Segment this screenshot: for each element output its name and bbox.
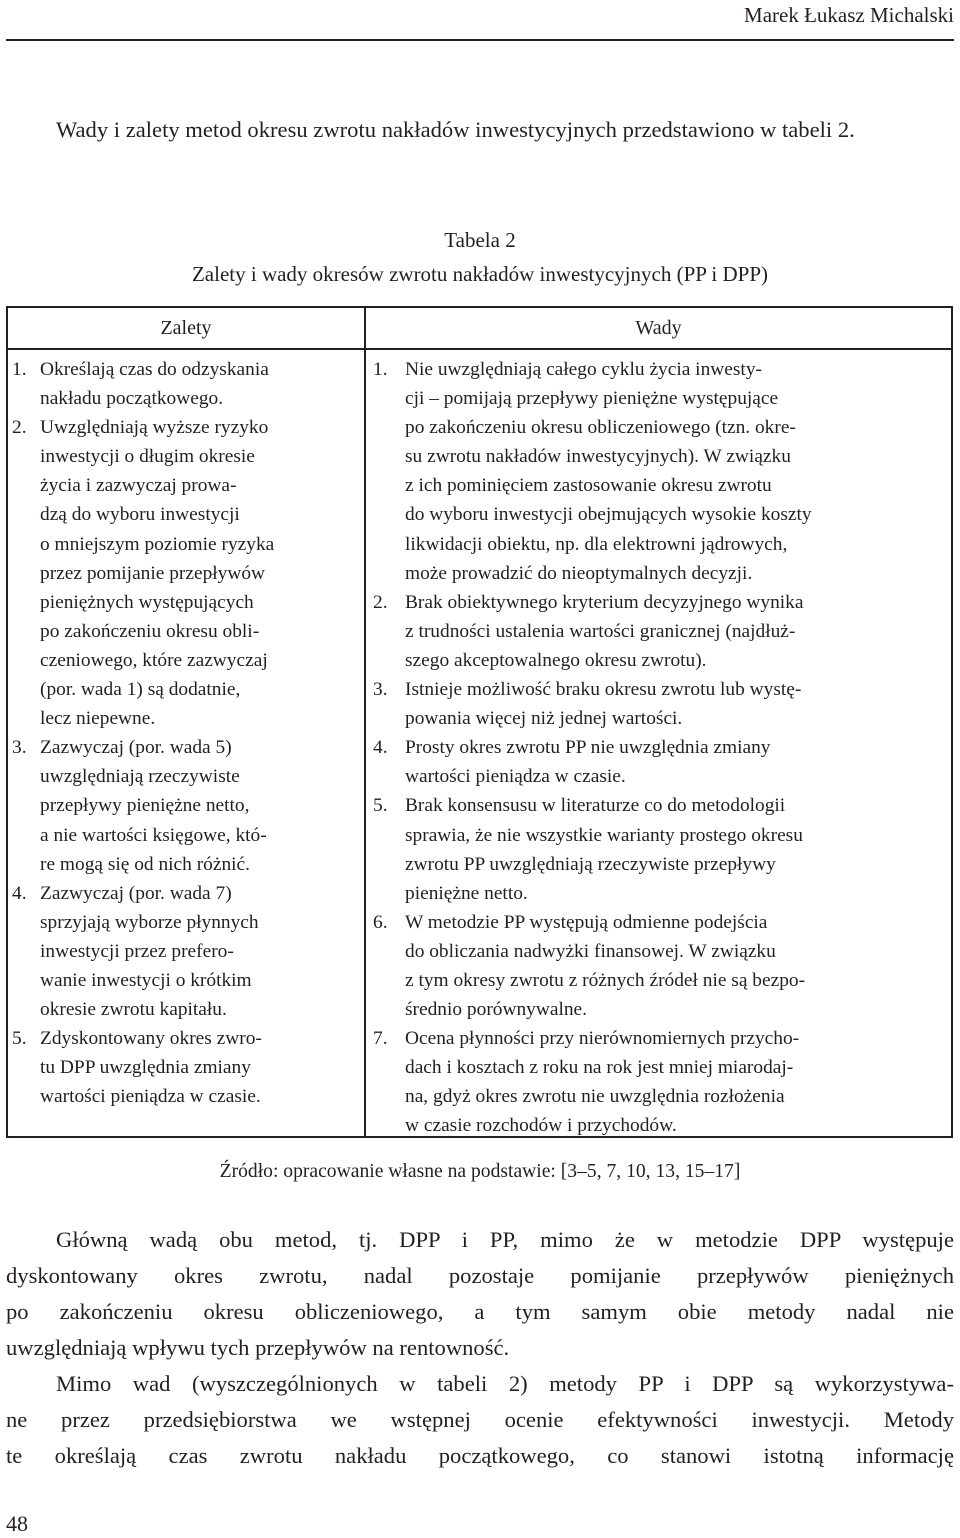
item-number: 4. bbox=[12, 882, 27, 904]
running-head: Marek Łukasz Michalski bbox=[744, 3, 954, 27]
item-text: wartości pieniądza w czasie. bbox=[40, 1086, 261, 1108]
item-line bbox=[8, 850, 364, 879]
wady-item bbox=[368, 355, 951, 588]
item-line bbox=[8, 762, 364, 791]
item-text: czeniowego, które zazwyczaj bbox=[40, 649, 268, 671]
item-text: inwestycji o długim okresie bbox=[40, 446, 255, 468]
header-rule bbox=[6, 39, 954, 41]
paragraph-1 bbox=[6, 1222, 954, 1366]
item-line bbox=[368, 588, 951, 617]
item-line bbox=[368, 500, 951, 529]
item-line bbox=[368, 791, 951, 820]
zalety-list bbox=[8, 355, 364, 1111]
item-text: Zazwyczaj (por. wada 5) bbox=[40, 737, 232, 759]
item-line bbox=[8, 1024, 364, 1053]
item-text: z trudności ustalenia wartości granicznej (najdłuż- bbox=[405, 620, 796, 642]
item-text: cji – pomijają przepływy pieniężne występujące bbox=[405, 388, 779, 410]
item-number: 2. bbox=[373, 591, 388, 613]
item-line bbox=[368, 1024, 951, 1053]
item-line bbox=[368, 646, 951, 675]
item-text: Nie uwzględniają całego cyklu życia inwesty- bbox=[405, 359, 762, 380]
item-text: z ich pominięciem zastosowanie okresu zwrotu bbox=[405, 475, 772, 497]
item-text: szego akceptowalnego okresu zwrotu). bbox=[405, 649, 707, 671]
item-number: 3. bbox=[373, 679, 388, 701]
item-text: Ocena płynności przy nierównomiernych przycho- bbox=[405, 1028, 800, 1050]
item-text: w czasie rozchodów i przychodów. bbox=[405, 1115, 677, 1137]
item-line bbox=[368, 995, 951, 1024]
item-line bbox=[8, 588, 364, 617]
item-line bbox=[368, 471, 951, 500]
item-line bbox=[8, 413, 364, 442]
item-line bbox=[368, 821, 951, 850]
table-title: Zalety i wady okresów zwrotu nakładów inwestycyjnych (PP i DPP) bbox=[191, 262, 769, 286]
item-text: likwidacji obiektu, np. dla elektrowni jądrowych, bbox=[405, 533, 788, 555]
item-text: okresie zwrotu kapitału. bbox=[40, 999, 227, 1021]
item-line bbox=[368, 908, 951, 937]
wady-item bbox=[368, 1024, 951, 1140]
paragraph-line: Główną wadą obu metod, tj. DPP i PP, mimo że w metodzie DPP występuje bbox=[56, 1227, 954, 1252]
item-line bbox=[8, 471, 364, 500]
zalety-item bbox=[8, 733, 364, 878]
item-text: tu DPP uwzględnia zmiany bbox=[40, 1057, 251, 1079]
item-text: pieniężnych występujących bbox=[40, 591, 254, 613]
item-line bbox=[8, 791, 364, 820]
item-number: 7. bbox=[373, 1028, 388, 1050]
item-line bbox=[8, 355, 364, 384]
paragraph-line: te określają czas zwrotu nakładu początkowego, co stanowi istotną informację bbox=[6, 1443, 954, 1468]
paragraph-line: uwzględniają wpływu tych przepływów na rentowność. bbox=[6, 1335, 510, 1360]
item-text: dach i kosztach z roku na rok jest mniej miarodaj- bbox=[405, 1057, 794, 1079]
item-text: Brak konsensusu w literaturze co do metodologii bbox=[405, 795, 786, 817]
item-text: pieniężne netto. bbox=[405, 882, 528, 904]
item-line bbox=[8, 995, 364, 1024]
paragraph-line: Mimo wad (wyszczególnionych w tabeli 2) metody PP i DPP są wykorzystywa- bbox=[56, 1371, 954, 1396]
item-line bbox=[8, 1053, 364, 1082]
item-line bbox=[8, 559, 364, 588]
item-line bbox=[8, 879, 364, 908]
zalety-item bbox=[8, 879, 364, 1024]
item-number: 5. bbox=[12, 1028, 27, 1050]
item-number: 6. bbox=[373, 911, 388, 933]
item-line bbox=[368, 530, 951, 559]
body-text bbox=[6, 1222, 954, 1474]
item-line bbox=[368, 966, 951, 995]
item-text: Określają czas do odzyskania bbox=[40, 359, 269, 380]
item-number: 5. bbox=[373, 795, 388, 817]
paragraph-line: po zakończeniu okresu obliczeniowego, a tym samym obie metody nadal nie bbox=[6, 1299, 954, 1324]
item-text: (por. wada 1) są dodatnie, bbox=[40, 679, 241, 701]
item-line bbox=[8, 704, 364, 733]
item-number: 1. bbox=[373, 359, 388, 380]
item-line bbox=[8, 500, 364, 529]
page-number: 48 bbox=[6, 1511, 28, 1536]
comparison-table bbox=[6, 306, 953, 1138]
item-line bbox=[368, 1082, 951, 1111]
item-number: 1. bbox=[12, 359, 27, 380]
wady-item bbox=[368, 733, 951, 791]
item-text: nakładu początkowego. bbox=[40, 388, 224, 410]
item-text: powania więcej niż jednej wartości. bbox=[405, 708, 683, 730]
item-text: uwzględniają rzeczywiste bbox=[40, 766, 240, 788]
table-number: Tabela 2 bbox=[444, 228, 516, 252]
paragraph-2 bbox=[6, 1366, 954, 1474]
header-row-rule bbox=[8, 348, 951, 350]
item-text: Zdyskontowany okres zwro- bbox=[40, 1028, 262, 1050]
item-text: lecz niepewne. bbox=[40, 708, 156, 730]
item-number: 3. bbox=[12, 737, 27, 759]
zalety-item bbox=[8, 1024, 364, 1111]
item-line bbox=[8, 675, 364, 704]
item-text: W metodzie PP występują odmienne podejścia bbox=[405, 911, 768, 933]
item-text: inwestycji przez prefero- bbox=[40, 940, 234, 962]
column-header-wady: Wady bbox=[635, 317, 682, 339]
column-divider bbox=[364, 308, 366, 1136]
item-text: zwrotu PP uwzględniają rzeczywiste przepływy bbox=[405, 853, 776, 875]
paragraph-line: ne przez przedsiębiorstwa we wstępnej ocenie efektywności inwestycji. Metody bbox=[6, 1407, 954, 1432]
item-text: średnio porównywalne. bbox=[405, 999, 588, 1021]
item-text: re mogą się od nich różnić. bbox=[40, 853, 250, 875]
zalety-item bbox=[8, 413, 364, 733]
item-text: życia i zazwyczaj prowa- bbox=[40, 475, 237, 497]
wady-item bbox=[368, 588, 951, 675]
item-text: o mniejszym poziomie ryzyka bbox=[40, 533, 275, 555]
wady-item bbox=[368, 791, 951, 907]
wady-item bbox=[368, 908, 951, 1024]
paragraph-line: dyskontowany okres zwrotu, nadal pozostaje pomijanie przepływów pieniężnych bbox=[6, 1263, 954, 1288]
item-number: 4. bbox=[373, 737, 388, 759]
item-line bbox=[8, 1082, 364, 1111]
item-line bbox=[368, 762, 951, 791]
item-line bbox=[368, 559, 951, 588]
zalety-item bbox=[8, 355, 364, 413]
item-line bbox=[368, 675, 951, 704]
item-line bbox=[368, 617, 951, 646]
item-text: wartości pieniądza w czasie. bbox=[405, 766, 626, 788]
item-text: wanie inwestycji o krótkim bbox=[40, 969, 252, 991]
wady-item bbox=[368, 675, 951, 733]
item-line bbox=[8, 442, 364, 471]
item-line bbox=[8, 530, 364, 559]
item-line bbox=[8, 821, 364, 850]
item-text: dzą do wyboru inwestycji bbox=[40, 504, 240, 526]
item-text: przez pomijanie przepływów bbox=[40, 562, 266, 584]
item-line bbox=[8, 966, 364, 995]
item-text: sprawia, że nie wszystkie warianty prostego okresu bbox=[405, 824, 803, 846]
item-text: po zakończeniu okresu obli- bbox=[40, 620, 260, 642]
intro-paragraph: Wady i zalety metod okresu zwrotu nakładów inwestycyjnych przedstawiono w tabeli 2. bbox=[56, 117, 855, 142]
item-line bbox=[8, 617, 364, 646]
item-number: 2. bbox=[12, 417, 27, 439]
item-text: na, gdyż okres zwrotu nie uwzględnia rozłożenia bbox=[405, 1086, 785, 1108]
item-line bbox=[368, 733, 951, 762]
item-line bbox=[8, 733, 364, 762]
item-text: może prowadzić do nieoptymalnych decyzji. bbox=[405, 562, 753, 584]
item-text: z tym okresy zwrotu z różnych źródeł nie są bezpo- bbox=[405, 969, 806, 991]
item-line bbox=[8, 937, 364, 966]
item-line bbox=[368, 413, 951, 442]
item-line bbox=[368, 1053, 951, 1082]
item-line bbox=[368, 384, 951, 413]
item-text: Uwzględniają wyższe ryzyko bbox=[40, 417, 269, 439]
item-line bbox=[368, 355, 951, 384]
item-line bbox=[368, 1111, 951, 1140]
item-line bbox=[368, 850, 951, 879]
item-line bbox=[8, 646, 364, 675]
item-line bbox=[368, 937, 951, 966]
item-text: przepływy pieniężne netto, bbox=[40, 795, 250, 817]
item-line bbox=[8, 384, 364, 413]
item-text: Brak obiektywnego kryterium decyzyjnego wynika bbox=[405, 591, 804, 613]
item-text: su zwrotu nakładów inwestycyjnych). W związku bbox=[405, 446, 791, 468]
item-text: po zakończeniu okresu obliczeniowego (tzn. okre- bbox=[405, 417, 796, 439]
item-text: Istnieje możliwość braku okresu zwrotu lub wystę- bbox=[405, 679, 802, 701]
item-line bbox=[8, 908, 364, 937]
item-text: a nie wartości księgowe, któ- bbox=[40, 824, 267, 846]
item-line bbox=[368, 879, 951, 908]
table-source-note: Źródło: opracowanie własne na podstawie: [3–5, 7, 10, 13, 15–17] bbox=[219, 1161, 741, 1182]
column-header-zalety: Zalety bbox=[160, 317, 212, 339]
item-line bbox=[368, 442, 951, 471]
item-text: Zazwyczaj (por. wada 7) bbox=[40, 882, 232, 904]
item-text: sprzyjają wyborze płynnych bbox=[40, 911, 259, 933]
item-text: do wyboru inwestycji obejmujących wysokie koszty bbox=[405, 504, 812, 526]
item-text: Prosty okres zwrotu PP nie uwzględnia zmiany bbox=[405, 737, 771, 759]
item-line bbox=[368, 704, 951, 733]
wady-list bbox=[368, 355, 951, 1141]
item-text: do obliczania nadwyżki finansowej. W związku bbox=[405, 940, 776, 962]
